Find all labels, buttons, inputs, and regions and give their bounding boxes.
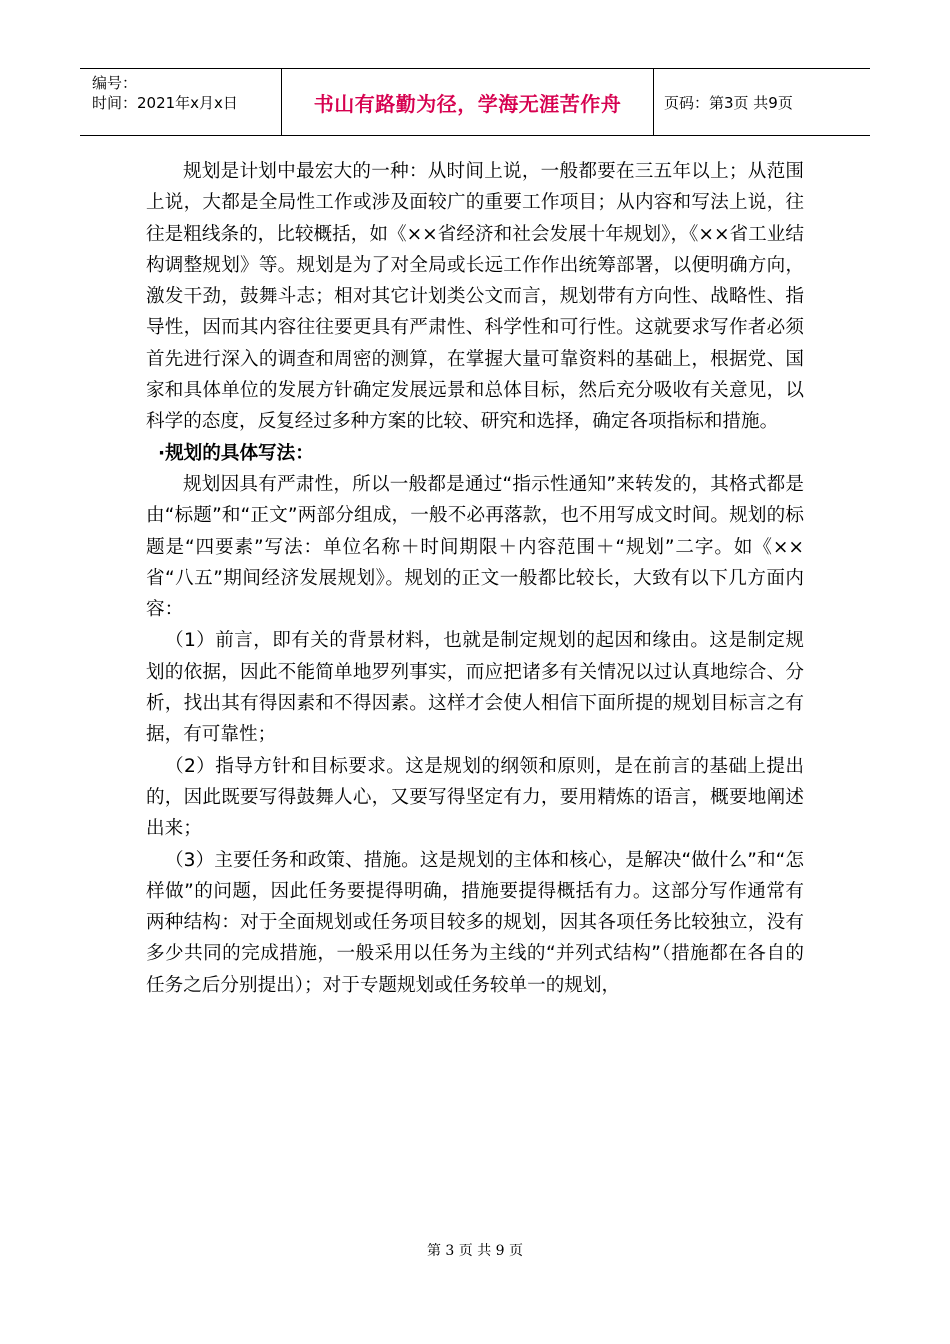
paragraph-guidelines: （2）指导方针和目标要求。这是规划的纲领和原则，是在前言的基础上提出的，因此既要写得鼓舞人心，又要写得坚定有力，要用精炼的语言，概要地阐述出来； xyxy=(146,755,804,840)
header-meta-cell xyxy=(80,69,282,135)
header-motto-cell xyxy=(282,69,654,135)
header-motto: 书山有路勤为径，学海无涯苦作舟 xyxy=(313,91,622,116)
document-date-label: 时间：2021年x月x日 xyxy=(92,94,238,112)
page-footer: 第 3 页 共 9 页 xyxy=(426,1243,524,1259)
paragraph-preface: （1）前言，即有关的背景材料，也就是制定规划的起因和缘由。这是制定规划的依据，因此不能简单地罗列事实，而应把诸多有关情况以过认真地综合、分析，找出其有得因素和不得因素。这样才会使人相信下面所提的规划目标言之有据，有可靠性； xyxy=(146,630,804,746)
section-heading: ·规划的具体写法： xyxy=(158,442,314,464)
header-page-number: 页码：第3页 共9页 xyxy=(664,93,793,112)
paragraph-planning-overview: 规划是计划中最宏大的一种：从时间上说，一般都要在三五年以上；从范围上说，大都是全局性工作或涉及面较广的重要工作项目；从内容和写法上说，往往是粗线条的，比较概括，如《××省经济和社会发展十年规划》，《××省工业结构调整规划》等。规划是为了对全局或长远工作作出统筹部署，以便明确方向，激发干劲，鼓舞斗志；相对其它计划类公文而言，规划带有方向性、战略性、指导性，因而其内容往往要更具有严肃性、科学性和可行性。这就要求写作者必须首先进行深入的调查和周密的测算，在掌握大量可靠资料的基础上，根据党、国家和具体单位的发展方针确定发展远景和总体目标，然后充分吸收有关意见，以科学的态度，反复经过多种方案的比较、研究和选择，确定各项指标和措施。 xyxy=(146,161,804,433)
header-page-cell xyxy=(654,69,870,135)
page-header xyxy=(80,68,870,136)
document-body xyxy=(146,156,804,1001)
document-number-label: 编号： xyxy=(92,74,138,92)
paragraph-tasks: （3）主要任务和政策、措施。这是规划的主体和核心，是解决“做什么”和“怎样做”的问题，因此任务要提得明确，措施要提得概括有力。这部分写作通常有两种结构：对于全面规划或任务项目较多的规划，因其各项任务比较独立，没有多少共同的完成措施，一般采用以任务为主线的“并列式结构”（措施都在各自的任务之后分别提出）；对于专题规划或任务较单一的规划， xyxy=(146,849,804,996)
paragraph-format: 规划因具有严肃性，所以一般都是通过“指示性通知”来转发的，其格式都是由“标题”和“正文”两部分组成，一般不必再落款，也不用写成文时间。规划的标题是“四要素”写法：单位名称＋时间期限＋内容范围＋“规划”二字。如《××省“八五”期间经济发展规划》。规划的正文一般都比较长，大致有以下几方面内容： xyxy=(146,473,804,621)
